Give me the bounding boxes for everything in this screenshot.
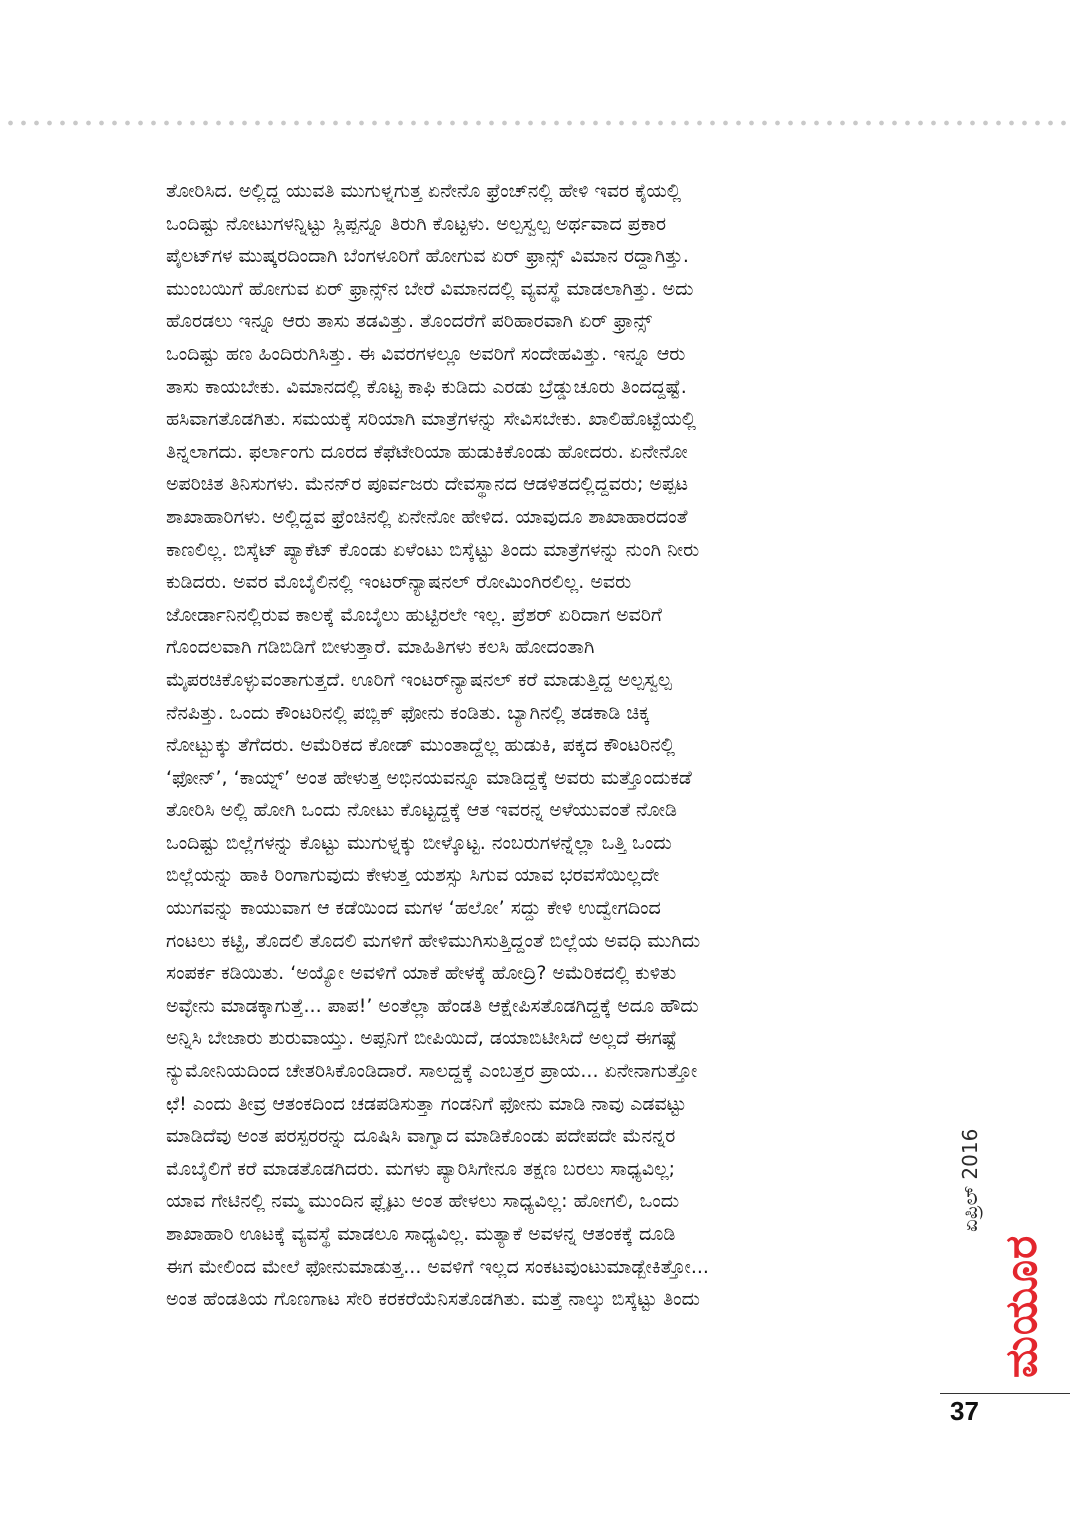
article-line: ಮೈಪರಚಿಕೊಳ್ಳುವಂತಾಗುತ್ತದೆ. ಊರಿಗೆ ಇಂಟರ್‌ನ್ಯಾಷನಲ್ ಕರೆ ಮಾಡುತ್ತಿದ್ದ ಅಲ್ಪಸ್ವಲ್ಪ xyxy=(166,668,672,691)
article-line: ತಾಸು ಕಾಯಬೇಕು. ವಿಮಾನದಲ್ಲಿ ಕೊಟ್ಟ ಕಾಫಿ ಕುಡಿದು ಎರಡು ಬ್ರೆಡ್ಡುಚೂರು ತಿಂದದ್ದಷ್ಟೆ. xyxy=(166,375,687,398)
article-line: ತೋರಿಸಿದ. ಅಲ್ಲಿದ್ದ ಯುವತಿ ಮುಗುಳ್ನಗುತ್ತ ಏನೇನೊ ಫ್ರೆಂಚ್‌ನಲ್ಲಿ ಹೇಳಿ ಇವರ ಕೈಯಲ್ಲಿ xyxy=(166,180,682,202)
page-number-rule xyxy=(940,1393,1070,1394)
article-line: ಅಂತ ಹೆಂಡತಿಯ ಗೊಣಗಾಟ ಸೇರಿ ಕರಕರೆಯೆನಿಸತೊಡಗಿತು. ಮತ್ತೆ ನಾಲ್ಕು ಬಿಸ್ಕೆಟ್ಟು ತಿಂದು xyxy=(166,1288,700,1311)
article-line: ಛೆ! ಎಂದು ತೀವ್ರ ಆತಂಕದಿಂದ ಚಡಪಡಿಸುತ್ತಾ ಗಂಡನಿಗೆ ಫೋನು ಮಾಡಿ ನಾವು ಎಡವಟ್ಟು xyxy=(166,1092,687,1115)
article-line: ತಿನ್ನಲಾಗದು. ಫರ್ಲಾಂಗು ದೂರದ ಕೆಫೆಟೇರಿಯಾ ಹುಡುಕಿಕೊಂಡು ಹೋದರು. ಏನೇನೋ xyxy=(166,440,688,463)
article-line: ಗಂಟಲು ಕಟ್ಟಿ, ತೊದಲಿ ತೊದಲಿ ಮಗಳಿಗೆ ಹೇಳಿಮುಗಿಸುತ್ತಿದ್ದಂತೆ ಬಿಲ್ಲೆಯ ಅವಧಿ ಮುಗಿದು xyxy=(166,929,701,952)
article-line: ನೆನಪಿತ್ತು. ಒಂದು ಕೌಂಟರಿನಲ್ಲಿ ಪಬ್ಲಿಕ್ ಫೋನು ಕಂಡಿತು. ಬ್ಯಾಗಿನಲ್ಲಿ ತಡಕಾಡಿ ಚಿಕ್ಕ xyxy=(166,701,650,724)
article-line: ಅಪರಿಚಿತ ತಿನಿಸುಗಳು. ಮೆನನ್‌ರ ಪೂರ್ವಜರು ದೇವಸ್ಥಾನದ ಆಡಳಿತದಲ್ಲಿದ್ದವರು; ಅಪ್ಪಟ xyxy=(166,473,689,496)
article-line: ನ್ಯುಮೋನಿಯದಿಂದ ಚೇತರಿಸಿಕೊಂಡಿದಾರೆ. ಸಾಲದ್ದಕ್ಕೆ ಎಂಬತ್ತರ ಪ್ರಾಯ... ಏನೇನಾಗುತ್ತೋ xyxy=(166,1060,698,1083)
magazine-logo: ಮಯೂರ xyxy=(996,1234,1047,1378)
article-line: ಕಾಣಲಿಲ್ಲ. ಬಿಸ್ಕೆಟ್ ಪ್ಯಾಕೆಟ್ ಕೊಂಡು ಏಳೆಂಟು ಬಿಸ್ಕೆಟ್ಟು ತಿಂದು ಮಾತ್ರೆಗಳನ್ನು ನುಂಗಿ ನೀರು xyxy=(166,538,700,561)
article-line: ಯುಗವನ್ನು ಕಾಯುವಾಗ ಆ ಕಡೆಯಿಂದ ಮಗಳ ‘ಹಲೋ’ ಸದ್ದು ಕೇಳಿ ಉದ್ವೇಗದಿಂದ xyxy=(166,897,661,920)
article-line: ‘ಫೋನ್’, ‘ಕಾಯ್ನ್’ ಅಂತ ಹೇಳುತ್ತ ಅಭಿನಯವನ್ನೂ ಮಾಡಿದ್ದಕ್ಕೆ ಅವರು ಮತ್ತೊಂದುಕಡೆ xyxy=(166,766,692,789)
article-line: ಮುಂಬಯಿಗೆ ಹೋಗುವ ಏರ್ ಫ್ರಾನ್ಸ್‌ನ ಬೇರೆ ವಿಮಾನದಲ್ಲಿ ವ್ಯವಸ್ಥೆ ಮಾಡಲಾಗಿತ್ತು. ಅದು xyxy=(166,277,694,300)
article-line: ತೋರಿಸಿ ಅಲ್ಲಿ ಹೋಗಿ ಒಂದು ನೋಟು ಕೊಟ್ಟದ್ದಕ್ಕೆ ಆತ ಇವರನ್ನ ಅಳೆಯುವಂತೆ ನೋಡಿ xyxy=(166,799,677,822)
article-line: ಒಂದಿಷ್ಟು ನೋಟುಗಳನ್ನಿಟ್ಟು ಸ್ಲಿಪ್ಪನ್ನೂ ತಿರುಗಿ ಕೊಟ್ಟಳು. ಅಲ್ಪಸ್ವಲ್ಪ ಅರ್ಥವಾದ ಪ್ರಕಾರ xyxy=(166,212,667,235)
article-line: ಜೋರ್ಡಾನಿನಲ್ಲಿರುವ ಕಾಲಕ್ಕೆ ಮೊಬೈಲು ಹುಟ್ಟಿರಲೇ ಇಲ್ಲ. ಪ್ರೆಶರ್ ಏರಿದಾಗ ಅವರಿಗೆ xyxy=(166,603,662,626)
article-line: ಶಾಖಾಹಾರಿ ಊಟಕ್ಕೆ ವ್ಯವಸ್ಥೆ ಮಾಡಲೂ ಸಾಧ್ಯವಿಲ್ಲ. ಮತ್ಯಾಕೆ ಅವಳನ್ನ ಆತಂಕಕ್ಕೆ ದೂಡಿ xyxy=(166,1223,676,1245)
article-line: ಒಂದಿಷ್ಟು ಹಣ ಹಿಂದಿರುಗಿಸಿತ್ತು. ಈ ವಿವರಗಳಲ್ಲೂ ಅವರಿಗೆ ಸಂದೇಹವಿತ್ತು. ಇನ್ನೂ ಆರು xyxy=(166,342,686,365)
article-line: ಹೊರಡಲು ಇನ್ನೂ ಆರು ತಾಸು ತಡವಿತ್ತು. ತೊಂದರೆಗೆ ಪರಿಹಾರವಾಗಿ ಏರ್ ಫ್ರಾನ್ಸ್ xyxy=(166,310,652,333)
article-line: ಸಂಪರ್ಕ ಕಡಿಯಿತು. ‘ಅಯ್ಯೋ ಅವಳಿಗೆ ಯಾಕೆ ಹೇಳಕ್ಕೆ ಹೋದ್ರಿ? ಅಮೆರಿಕದಲ್ಲಿ ಕುಳಿತು xyxy=(166,962,677,985)
article-line: ಈಗ ಮೇಲಿಂದ ಮೇಲೆ ಫೋನುಮಾಡುತ್ತ... ಅವಳಿಗೆ ಇಲ್ಲದ ಸಂಕಟವುಂಟುಮಾಡ್ಬೇಕಿತ್ತೋ... xyxy=(166,1255,709,1278)
article-line: ಶಾಖಾಹಾರಿಗಳು. ಅಲ್ಲಿದ್ದವ ಫ್ರೆಂಚಿನಲ್ಲಿ ಏನೇನೋ ಹೇಳಿದ. ಯಾವುದೂ ಶಾಖಾಹಾರದಂತೆ xyxy=(166,505,688,528)
article-line: ಯಾವ ಗೇಟಿನಲ್ಲಿ ನಮ್ಮ ಮುಂದಿನ ಫ್ಲೈಟು ಅಂತ ಹೇಳಲು ಸಾಧ್ಯವಿಲ್ಲ: ಹೋಗಲಿ, ಒಂದು xyxy=(166,1190,680,1213)
article-line: ಮಾಡಿದೆವು ಅಂತ ಪರಸ್ಪರರನ್ನು ದೂಷಿಸಿ ವಾಗ್ವಾದ ಮಾಡಿಕೊಂಡು ಪದೇಪದೇ ಮೆನನ್ನರ xyxy=(166,1125,676,1148)
article-line: ಹಸಿವಾಗತೊಡಗಿತು. ಸಮಯಕ್ಕೆ ಸರಿಯಾಗಿ ಮಾತ್ರೆಗಳನ್ನು ಸೇವಿಸಬೇಕು. ಖಾಲಿಹೊಟ್ಟೆಯಲ್ಲಿ xyxy=(166,408,697,431)
article-line: ಕುಡಿದರು. ಅವರ ಮೊಬೈಲಿನಲ್ಲಿ ಇಂಟರ್‌ನ್ಯಾಷನಲ್ ರೋಮಿಂಗಿರಲಿಲ್ಲ. ಅವರು xyxy=(166,571,632,594)
article-line: ಗೊಂದಲವಾಗಿ ಗಡಿಬಿಡಿಗೆ ಬೀಳುತ್ತಾರೆ. ಮಾಹಿತಿಗಳು ಕಲಸಿ ಹೋದಂತಾಗಿ xyxy=(166,636,595,659)
article-line: ನೋಟ್ಬುಕ್ಕು ತೆಗೆದರು. ಅಮೆರಿಕದ ಕೋಡ್ ಮುಂತಾದ್ದೆಲ್ಲ ಹುಡುಕಿ, ಪಕ್ಕದ ಕೌಂಟರಿನಲ್ಲಿ xyxy=(166,734,675,757)
article-line: ಬಿಲ್ಲೆಯನ್ನು ಹಾಕಿ ರಿಂಗಾಗುವುದು ಕೇಳುತ್ತ ಯಶಸ್ಸು ಸಿಗುವ ಯಾವ ಭರವಸೆಯಿಲ್ಲದೇ xyxy=(166,864,660,887)
issue-date: ಏಪ್ರಿಲ್ 2016 xyxy=(958,1128,982,1232)
article-line: ಪೈಲಟ್‌ಗಳ ಮುಷ್ಕರದಿಂದಾಗಿ ಬೆಂಗಳೂರಿಗೆ ಹೋಗುವ ಏರ್ ಫ್ರಾನ್ಸ್ ವಿಮಾನ ರದ್ದಾಗಿತ್ತು. xyxy=(166,245,689,268)
article-body xyxy=(166,175,926,1316)
dotted-divider xyxy=(0,120,1072,126)
article-line: ಒಂದಿಷ್ಟು ಬಿಲ್ಲೆಗಳನ್ನು ಕೊಟ್ಟು ಮುಗುಳ್ನಕ್ಕು ಬೀಳ್ಕೊಟ್ಟ. ನಂಬರುಗಳನ್ನೆಲ್ಲಾ ಒತ್ತಿ ಒಂದು xyxy=(166,831,672,854)
article-line: ಅನ್ನಿಸಿ ಬೇಜಾರು ಶುರುವಾಯ್ತು. ಅಪ್ಪನಿಗೆ ಬೀಪಿಯಿದೆ, ಡಯಾಬಿಟೀಸಿದೆ ಅಲ್ಲದೆ ಈಗಷ್ಟೆ xyxy=(166,1027,677,1050)
article-line: ಮೊಬೈಲಿಗೆ ಕರೆ ಮಾಡತೊಡಗಿದರು. ಮಗಳು ಪ್ಯಾರಿಸಿಗೇನೂ ತಕ್ಷಣ ಬರಲು ಸಾಧ್ಯವಿಲ್ಲ; xyxy=(166,1157,676,1180)
article-line: ಅವ್ಳೇನು ಮಾಡಕ್ಕಾಗುತ್ತೆ... ಪಾಪ!’ ಅಂತೆಲ್ಲಾ ಹೆಂಡತಿ ಆಕ್ಷೇಪಿಸತೊಡಗಿದ್ದಕ್ಕೆ ಅದೂ ಹೌದು xyxy=(166,994,699,1017)
page-number: 37 xyxy=(950,1396,979,1426)
